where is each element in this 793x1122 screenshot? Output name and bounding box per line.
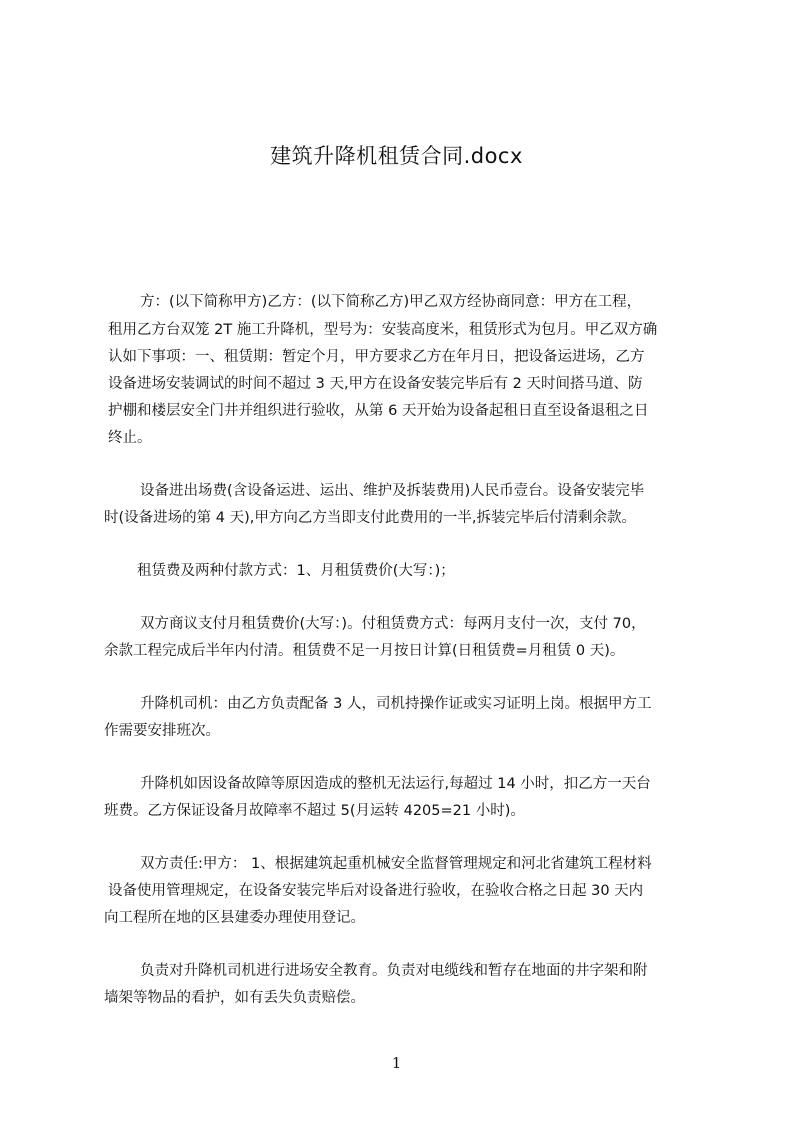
paragraph-1-line-2: 租用乙方台双笼 2T 施工升降机，型号为：安装高度米，租赁形式为包月。甲乙双方确 [108, 322, 658, 338]
paragraph-1-line-3: 认如下事项：一、租赁期：暂定个月，甲方要求乙方在年月日，把设备运进场，乙方 [108, 349, 645, 365]
paragraph-3-line-1: 租赁费及两种付款方式：1、月租赁费价(大写：)； [137, 563, 455, 579]
paragraph-2-line-2: 时(设备进场的第 4 天),甲方向乙方当即支付此费用的一半,拆装完毕后付清剩余款。 [104, 510, 636, 526]
paragraph-6-line-2: 班费。乙方保证设备月故障率不超过 5(月运转 4205=21 小时)。 [104, 803, 525, 819]
paragraph-4-line-1: 双方商议支付月租赁费价(大写：)。付租赁费方式：每两月支付一次，支付 70， [140, 616, 646, 632]
paragraph-7-line-3: 向工程所在地的区县建委办理使用登记。 [104, 910, 365, 926]
page-number: 1 [391, 1054, 402, 1072]
document-title: 建筑升降机租赁合同.docx [270, 144, 523, 168]
paragraph-1-line-1: 方：(以下简称甲方)乙方：(以下简称乙方)甲乙双方经协商同意：甲方在工程， [140, 294, 642, 310]
paragraph-2-line-1: 设备进出场费(含设备运进、运出、维护及拆装费用)人民币壹台。设备安装完毕 [140, 483, 645, 499]
paragraph-7-line-1: 双方责任:甲方： 1、根据建筑起重机械安全监督管理规定和河北省建筑工程材料 [140, 856, 652, 872]
paragraph-5-line-1: 升降机司机：由乙方负责配备 3 人，司机持操作证或实习证明上岗。根据甲方工 [140, 696, 652, 712]
paragraph-8-line-2: 墙架等物品的看护，如有丢失负责赔偿。 [104, 990, 365, 1006]
paragraph-7-line-2: 设备使用管理规定，在设备安装完毕后对设备进行验收，在验收合格之日起 30 天内 [108, 883, 644, 899]
paragraph-6-line-1: 升降机如因设备故障等原因造成的整机无法运行,每超过 14 小时，扣乙方一天台 [140, 776, 651, 792]
paragraph-8-line-1: 负责对升降机司机进行进场安全教育。负责对电缆线和暂存在地面的井字架和附 [140, 963, 648, 979]
paragraph-1-line-6: 终止。 [108, 430, 152, 446]
paragraph-1-line-4: 设备进场安装调试的时间不超过 3 天,甲方在设备安装完毕后有 2 天时间搭马道、防 [108, 376, 643, 392]
paragraph-4-line-2: 余款工程完成后半年内付清。租赁费不足一月按日计算(日租赁费=月租赁 0 天)。 [104, 643, 625, 659]
paragraph-5-line-2: 作需要安排班次。 [104, 723, 220, 739]
paragraph-1-line-5: 护棚和楼层安全门井并组织进行验收，从第 6 天开始为设备起租日直至设备退租之日 [108, 403, 649, 419]
